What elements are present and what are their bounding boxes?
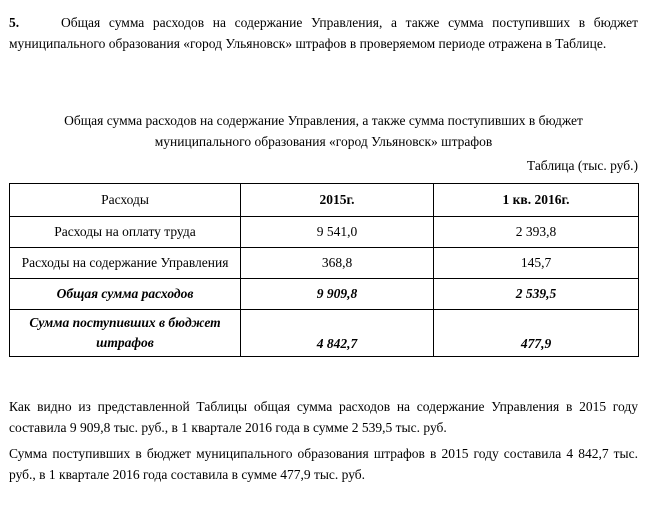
header-2015: 2015г.: [241, 184, 434, 217]
intro-text: Общая сумма расходов на содержание Управления, а также сумма поступивших в бюджет муниципального образования «город Ульяновск» штрафов в проверяемом периоде отражена в Таблице.: [9, 15, 638, 51]
table-row-fines: [10, 310, 639, 357]
table-caption-line-2: муниципального образования «город Ульяновск» штрафов: [154, 134, 493, 149]
row-value-2015: 4 842,7: [241, 310, 434, 357]
row-value-2016: 145,7: [434, 248, 639, 279]
table-note: Таблица (тыс. руб.): [526, 158, 638, 173]
table-caption-line-1: Общая сумма расходов на содержание Управления, а также сумма поступивших в бюджет: [64, 113, 583, 128]
header-expenses: Расходы: [10, 184, 241, 217]
table-row-total: [10, 279, 639, 310]
header-q1-2016: 1 кв. 2016г.: [434, 184, 639, 217]
section-number: 5.: [9, 15, 20, 30]
row-label: Расходы на оплату труда: [10, 217, 241, 248]
row-label: Сумма поступивших в бюджет штрафов: [10, 310, 241, 357]
row-value-2015: 368,8: [241, 248, 434, 279]
conclusion-paragraph-2: Сумма поступивших в бюджет муниципального образования штрафов в 2015 году составила 4 842,7 тыс. руб., в 1 квартале 2016 года составила в сумме 477,9 тыс. руб.: [9, 446, 638, 482]
row-value-2015: 9 909,8: [241, 279, 434, 310]
row-value-2016: 2 393,8: [434, 217, 639, 248]
conclusion-paragraph-1: Как видно из представленной Таблицы общая сумма расходов на содержание Управления в 2015 году составила 9 909,8 тыс. руб., в 1 квартале 2016 года в сумме 2 539,5 тыс. руб.: [9, 399, 638, 435]
table-row: [10, 217, 639, 248]
row-label: Общая сумма расходов: [10, 279, 241, 310]
row-value-2015: 9 541,0: [241, 217, 434, 248]
intro-paragraph: [9, 12, 638, 54]
table-header-row: [10, 184, 639, 217]
row-value-2016: 2 539,5: [434, 279, 639, 310]
expenses-table: [9, 183, 639, 357]
row-value-2016: 477,9: [434, 310, 639, 357]
row-label: Расходы на содержание Управления: [10, 248, 241, 279]
table-row: [10, 248, 639, 279]
